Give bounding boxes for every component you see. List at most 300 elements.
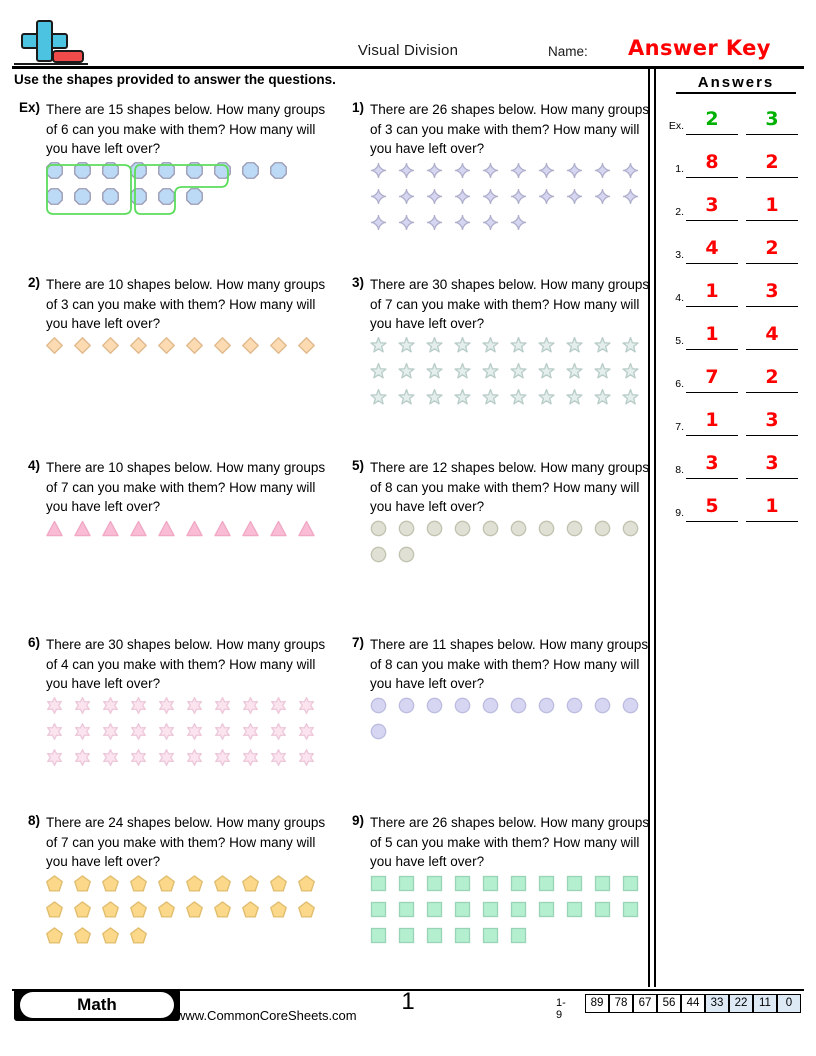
shape-rounded-diamond-icon [538,188,555,205]
shape-row [370,188,650,214]
shape-rounded-diamond-icon [426,214,443,231]
shape-rounded-diamond-icon [370,162,387,179]
shape-star6-icon [242,723,259,740]
shape-circle-icon [426,520,443,537]
shape-star6-icon [130,749,147,766]
shape-diamond-icon [270,337,287,354]
answer-row [660,147,806,184]
answer-leftover-value[interactable]: 1 [746,491,798,522]
page-number: 1 [401,988,415,1015]
shape-row [46,875,326,901]
shape-rounded-diamond-icon [454,214,471,231]
logo-baseline [14,63,88,65]
shape-rounded-diamond-icon [538,162,555,179]
shape-square-icon [426,875,443,892]
shape-square-icon [510,901,527,918]
answer-row [660,362,806,399]
shape-circle-icon [566,697,583,714]
shape-star6-icon [214,697,231,714]
answer-row-label: 4. [675,292,684,304]
shape-circle-icon [594,697,611,714]
question-number: 4) [27,458,40,473]
shape-rounded-diamond-icon [482,162,499,179]
shape-circle-icon [398,520,415,537]
shape-rounded-diamond-icon [370,188,387,205]
shape-pentagon-icon [74,875,91,892]
shape-rounded-diamond-icon [622,162,639,179]
shape-star6-icon [270,697,287,714]
shape-diamond-icon [130,337,147,354]
shape-pentagon-icon [214,901,231,918]
shape-row [370,363,650,389]
shape-star6-icon [186,749,203,766]
shape-square-icon [510,927,527,944]
shape-square-icon [370,927,387,944]
question-number: 1) [351,100,364,115]
shape-square-icon [622,901,639,918]
question-number: Ex) [18,100,40,115]
answers-panel [660,70,806,570]
shape-rounded-diamond-icon [398,214,415,231]
question-text: There are 30 shapes below. How many groups of 7 can you make with them? How many will you have left over? [370,277,650,331]
shape-rounded-diamond-icon [594,188,611,205]
shape-star5-icon [566,337,583,354]
shape-star5-icon [398,389,415,406]
shape-rounded-diamond-icon [370,214,387,231]
shape-square-icon [510,875,527,892]
answer-row [660,491,806,528]
name-label: Name: [548,44,588,59]
shape-triangle-icon [214,520,231,537]
shape-grid [46,520,326,546]
shape-circle-icon [370,723,387,740]
shape-square-icon [566,901,583,918]
shape-diamond-icon [298,337,315,354]
question-number: 5) [351,458,364,473]
shape-star6-icon [214,749,231,766]
shape-grid [46,162,298,214]
shape-star5-icon [594,389,611,406]
shape-pentagon-icon [298,875,315,892]
shape-star6-icon [270,749,287,766]
shape-circle-icon [398,697,415,714]
shape-grid [46,875,326,953]
question-text: There are 12 shapes below. How many groups of 8 can you make with them? How many will you have left over? [370,460,650,514]
shape-square-icon [426,901,443,918]
shape-star6-icon [102,723,119,740]
shape-square-icon [622,875,639,892]
shape-pentagon-icon [242,901,259,918]
shape-rounded-diamond-icon [566,188,583,205]
shape-triangle-icon [46,520,63,537]
question-number: 9) [351,813,364,828]
shape-triangle-icon [158,520,175,537]
score-box: 33 [705,994,729,1013]
shape-triangle-icon [298,520,315,537]
shape-row [370,337,650,363]
shape-octagon-icon [74,162,91,179]
shape-octagon-icon [46,188,63,205]
shape-star5-icon [622,337,639,354]
answer-row [660,104,806,141]
shape-pentagon-icon [102,901,119,918]
page-title: Visual Division [357,42,459,59]
answer-groups-value[interactable]: 1 [686,319,738,350]
shape-star5-icon [398,337,415,354]
shape-row [46,337,326,363]
shape-pentagon-icon [74,901,91,918]
shape-octagon-icon [214,162,231,179]
answer-leftover-value[interactable]: 4 [746,319,798,350]
shape-row [46,723,326,749]
score-range-label: 1-9 [556,997,566,1021]
score-box: 0 [777,994,801,1013]
shape-row [46,520,326,546]
shape-pentagon-icon [46,901,63,918]
shape-octagon-icon [102,162,119,179]
shape-rounded-diamond-icon [510,162,527,179]
shape-diamond-icon [46,337,63,354]
answer-row-label: 9. [675,507,684,519]
shape-triangle-icon [242,520,259,537]
answer-row-label: 2. [675,206,684,218]
score-box: 56 [657,994,681,1013]
shape-triangle-icon [74,520,91,537]
shape-pentagon-icon [130,901,147,918]
shape-octagon-icon [130,162,147,179]
shape-row [370,389,650,415]
score-box: 78 [609,994,633,1013]
shape-pentagon-icon [102,875,119,892]
answer-key-badge: Answer Key [628,36,771,60]
answer-groups-value[interactable]: 3 [686,448,738,479]
answer-groups-value[interactable]: 8 [686,147,738,178]
shape-square-icon [398,875,415,892]
answer-groups-value[interactable]: 4 [686,233,738,264]
shape-rounded-diamond-icon [594,162,611,179]
shape-octagon-icon [186,162,203,179]
answer-leftover-value[interactable]: 3 [746,448,798,479]
shape-octagon-icon [158,188,175,205]
shape-star6-icon [298,723,315,740]
instructions-text: Use the shapes provided to answer the questions. [14,72,336,87]
shape-star5-icon [622,363,639,380]
shape-diamond-icon [158,337,175,354]
shape-star5-icon [370,363,387,380]
answer-row-label: 6. [675,378,684,390]
page-footer [0,988,816,1056]
answer-groups-value[interactable]: 1 [686,276,738,307]
shape-pentagon-icon [158,875,175,892]
question-number: 2) [27,275,40,290]
answer-leftover-value[interactable]: 2 [746,147,798,178]
shape-star6-icon [242,697,259,714]
answer-row [660,448,806,485]
answer-leftover-value[interactable]: 3 [746,276,798,307]
shape-star5-icon [426,337,443,354]
answer-groups-value[interactable]: 3 [686,190,738,221]
shape-rounded-diamond-icon [566,162,583,179]
shape-row [46,927,326,953]
shape-star5-icon [538,389,555,406]
shape-pentagon-icon [298,901,315,918]
shape-star6-icon [74,749,91,766]
question-text: There are 26 shapes below. How many groups of 5 can you make with them? How many will you have left over? [370,815,650,869]
shape-star6-icon [242,749,259,766]
answer-row-label: 7. [675,421,684,433]
shape-row [46,697,326,723]
answer-leftover-value[interactable]: 2 [746,362,798,393]
shape-square-icon [426,927,443,944]
shape-triangle-icon [130,520,147,537]
question-text: There are 30 shapes below. How many groups of 4 can you make with them? How many will you have left over? [46,637,326,691]
shape-rounded-diamond-icon [482,188,499,205]
header-divider [12,66,804,69]
shape-rounded-diamond-icon [426,188,443,205]
question-text: There are 26 shapes below. How many groups of 3 can you make with them? How many will you have left over? [370,102,650,156]
shape-rounded-diamond-icon [622,188,639,205]
shape-row [46,901,326,927]
shape-star6-icon [130,723,147,740]
shape-star6-icon [158,749,175,766]
score-box: 89 [585,994,609,1013]
shape-octagon-icon [186,188,203,205]
shape-pentagon-icon [130,927,147,944]
shape-diamond-icon [102,337,119,354]
shape-octagon-icon [74,188,91,205]
shape-pentagon-icon [242,875,259,892]
shape-star6-icon [214,723,231,740]
shape-star5-icon [594,337,611,354]
shape-circle-icon [426,697,443,714]
shape-row [370,520,650,546]
score-box: 11 [753,994,777,1013]
answer-groups-value[interactable]: 7 [686,362,738,393]
shape-circle-icon [398,546,415,563]
shape-circle-icon [370,697,387,714]
shape-row [46,188,298,214]
question-text: There are 11 shapes below. How many groups of 8 can you make with them? How many will you have left over? [370,637,649,691]
answer-row-label: Ex. [668,120,684,132]
question-number: 6) [27,635,40,650]
shape-square-icon [454,901,471,918]
shape-pentagon-icon [270,901,287,918]
shape-grid [370,520,650,572]
shape-octagon-icon [270,162,287,179]
shape-triangle-icon [270,520,287,537]
shape-rounded-diamond-icon [510,188,527,205]
shape-star6-icon [158,723,175,740]
answer-groups-value[interactable]: 2 [686,104,738,135]
shape-star5-icon [454,337,471,354]
shape-pentagon-icon [74,927,91,944]
shape-star6-icon [46,697,63,714]
shape-row [370,901,650,927]
shape-row [46,162,298,188]
score-box: 44 [681,994,705,1013]
shape-star6-icon [46,723,63,740]
shape-circle-icon [370,520,387,537]
shape-diamond-icon [242,337,259,354]
shape-star6-icon [130,697,147,714]
shape-star6-icon [74,723,91,740]
shape-rounded-diamond-icon [454,162,471,179]
shape-circle-icon [622,520,639,537]
shape-star6-icon [186,697,203,714]
shape-star5-icon [454,363,471,380]
answer-row [660,233,806,270]
shape-square-icon [594,875,611,892]
shape-star6-icon [46,749,63,766]
answer-groups-value[interactable]: 1 [686,405,738,436]
question-number: 3) [351,275,364,290]
shape-star6-icon [270,723,287,740]
answer-row-label: 8. [675,464,684,476]
shape-octagon-icon [46,162,63,179]
shape-square-icon [454,875,471,892]
score-box: 22 [729,994,753,1013]
shape-star5-icon [482,363,499,380]
shape-star5-icon [482,389,499,406]
question-number: 7) [351,635,364,650]
shape-triangle-icon [102,520,119,537]
shape-star5-icon [398,363,415,380]
shape-square-icon [538,901,555,918]
shape-row [370,875,650,901]
shape-row [370,697,650,723]
shape-row [370,546,650,572]
answer-row [660,319,806,356]
shape-square-icon [398,927,415,944]
shape-triangle-icon [186,520,203,537]
shape-pentagon-icon [158,901,175,918]
answers-heading: Answers [676,74,796,94]
shape-diamond-icon [186,337,203,354]
shape-octagon-icon [158,162,175,179]
shape-circle-icon [538,520,555,537]
answer-row [660,405,806,442]
shape-rounded-diamond-icon [398,162,415,179]
answer-leftover-value[interactable]: 3 [746,405,798,436]
shape-star6-icon [298,749,315,766]
shape-star5-icon [510,337,527,354]
shape-star6-icon [158,697,175,714]
shape-rounded-diamond-icon [454,188,471,205]
answer-row-label: 1. [675,163,684,175]
shape-square-icon [482,901,499,918]
shape-square-icon [454,927,471,944]
shape-star5-icon [370,389,387,406]
shape-circle-icon [370,546,387,563]
shape-star6-icon [102,697,119,714]
question-number: 8) [27,813,40,828]
shape-star5-icon [482,337,499,354]
shape-square-icon [482,875,499,892]
shape-pentagon-icon [214,875,231,892]
shape-pentagon-icon [130,875,147,892]
shape-rounded-diamond-icon [398,188,415,205]
answer-leftover-value[interactable]: 1 [746,190,798,221]
shape-rounded-diamond-icon [510,214,527,231]
shape-star5-icon [426,363,443,380]
shape-circle-icon [594,520,611,537]
shape-row [370,723,650,749]
shape-grid [370,697,650,749]
shape-circle-icon [510,697,527,714]
shape-square-icon [594,901,611,918]
shape-circle-icon [566,520,583,537]
shape-star6-icon [102,749,119,766]
question-text: There are 24 shapes below. How many groups of 7 can you make with them? How many will you have left over? [46,815,326,869]
shape-circle-icon [454,520,471,537]
shape-rounded-diamond-icon [426,162,443,179]
shape-star6-icon [74,697,91,714]
shape-rounded-diamond-icon [482,214,499,231]
shape-square-icon [370,901,387,918]
shape-star6-icon [298,697,315,714]
shape-pentagon-icon [186,901,203,918]
answer-row-label: 3. [675,249,684,261]
shape-star6-icon [186,723,203,740]
shape-pentagon-icon [46,875,63,892]
shape-row [46,749,326,775]
shape-star5-icon [454,389,471,406]
shape-square-icon [482,927,499,944]
shape-square-icon [538,875,555,892]
shape-diamond-icon [214,337,231,354]
shape-star5-icon [426,389,443,406]
subject-label: Math [20,992,174,1018]
shape-star5-icon [566,363,583,380]
answer-leftover-value[interactable]: 3 [746,104,798,135]
answer-groups-value[interactable]: 5 [686,491,738,522]
shape-star5-icon [594,363,611,380]
shape-square-icon [398,901,415,918]
shape-circle-icon [622,697,639,714]
question-text: There are 10 shapes below. How many groups of 7 can you make with them? How many will you have left over? [46,460,326,514]
shape-grid [370,162,650,240]
shape-star5-icon [538,363,555,380]
score-box: 67 [633,994,657,1013]
shape-circle-icon [482,520,499,537]
shape-pentagon-icon [46,927,63,944]
shape-pentagon-icon [186,875,203,892]
shape-star5-icon [538,337,555,354]
shape-grid [46,337,326,363]
answer-row [660,190,806,227]
shape-circle-icon [454,697,471,714]
shape-pentagon-icon [270,875,287,892]
shape-grid [370,875,650,953]
shape-circle-icon [482,697,499,714]
shape-circle-icon [510,520,527,537]
shape-star5-icon [510,363,527,380]
shape-diamond-icon [74,337,91,354]
question-text: There are 15 shapes below. How many groups of 6 can you make with them? How many will you have left over? [46,102,326,156]
shape-row [370,162,650,188]
shape-star5-icon [510,389,527,406]
shape-row [370,214,650,240]
site-url-text: www.CommonCoreSheets.com [176,1008,357,1023]
answer-row-label: 5. [675,335,684,347]
answer-row [660,276,806,313]
shape-grid [46,697,326,775]
shape-star5-icon [622,389,639,406]
answer-leftover-value[interactable]: 2 [746,233,798,264]
shape-pentagon-icon [102,927,119,944]
shape-grid [370,337,650,415]
question-text: There are 10 shapes below. How many groups of 3 can you make with them? How many will you have left over? [46,277,326,331]
